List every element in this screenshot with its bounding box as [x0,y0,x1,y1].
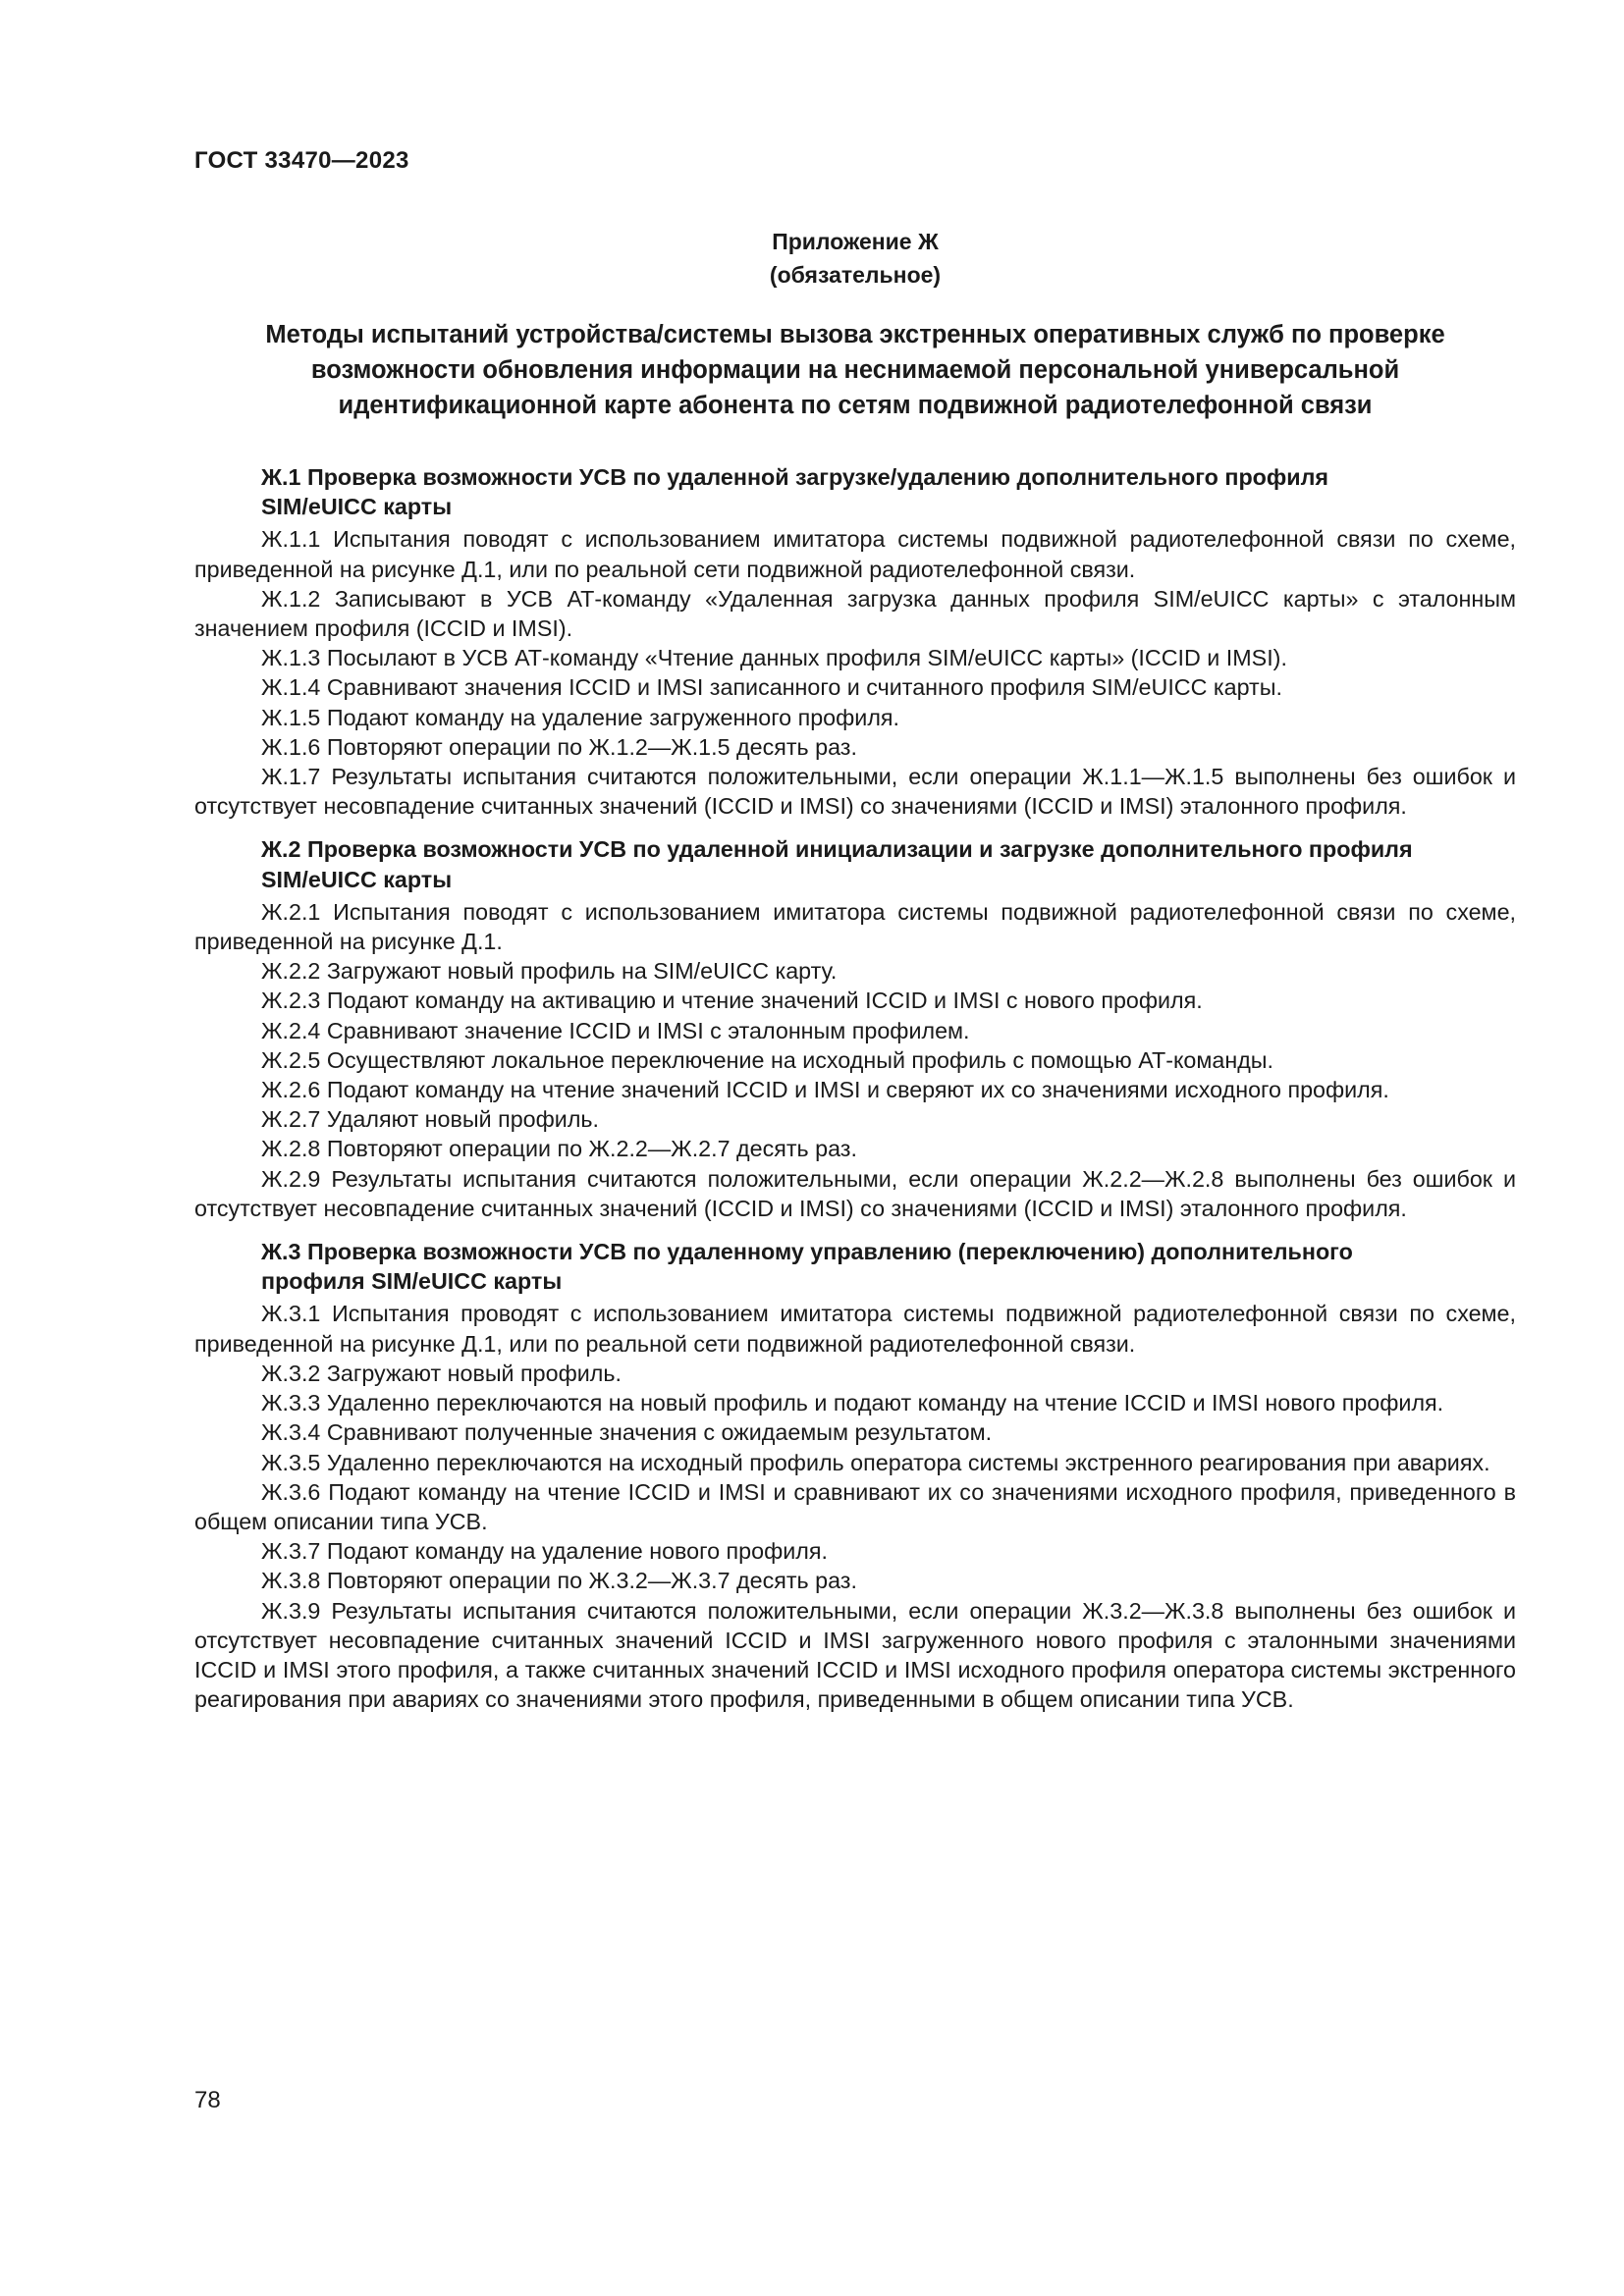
paragraph-zh3-3: Ж.3.3 Удаленно переключаются на новый профиль и подают команду на чтение ICCID и IMSI нового профиля. [261,1390,1444,1416]
section-heading-line: профиля SIM/eUICC карты [261,1268,563,1295]
title-line-2: возможности обновления информации на неснимаемой персональной универсальной [310,356,1400,384]
section-heading-zh3 [194,1237,1516,1296]
title-line-3: идентификационной карте абонента по сетям подвижной радиотелефонной связи [338,392,1373,419]
paragraph-zh2-1: Ж.2.1 Испытания поводят с использованием имитатора системы подвижной радиотелефонной связи по схеме, приведенной на рисунке Д.1. [194,898,1516,955]
section-heading-line: Ж.3 Проверка возможности УСВ по удаленному управлению (переключению) дополнительного [261,1239,1353,1265]
paragraph-zh2-2: Ж.2.2 Загружают новый профиль на SIM/eUICC карту. [261,958,838,985]
paragraph-zh1-2: Ж.1.2 Записывают в УСВ АТ-команду «Удаленная загрузка данных профиля SIM/eUICC карты» с эталонным значением профиля (ICCID и IMSI). [194,585,1516,642]
paragraph-zh2-4: Ж.2.4 Сравнивают значение ICCID и IMSI с эталонным профилем. [261,1017,970,1043]
appendix-status: (обязательное) [769,262,942,288]
appendix-label-block [194,225,1516,292]
paragraph-zh3-7: Ж.3.7 Подают команду на удаление нового профиля. [261,1538,828,1565]
paragraph-zh1-3: Ж.1.3 Посылают в УСВ АТ-команду «Чтение данных профиля SIM/eUICC карты» (ICCID и IMSI). [261,645,1287,671]
paragraph-zh2-3: Ж.2.3 Подают команду на активацию и чтение значений ICCID и IMSI с нового профиля. [261,988,1203,1014]
section-heading-zh1 [194,462,1516,521]
paragraph-zh1-4: Ж.1.4 Сравнивают значения ICCID и IMSI записанного и считанного профиля SIM/eUICC карты. [261,674,1282,701]
document-header-standard: ГОСТ 33470—2023 [194,147,409,174]
paragraph-zh1-6: Ж.1.6 Повторяют операции по Ж.1.2—Ж.1.5 десять раз. [261,733,857,760]
section-heading-line: SIM/eUICC карты [261,866,453,892]
paragraph-zh3-5: Ж.3.5 Удаленно переключаются на исходный профиль оператора системы экстренного реагирования при авариях. [261,1449,1490,1475]
appendix-title [194,317,1516,423]
section-heading-line: Ж.2 Проверка возможности УСВ по удаленной инициализации и загрузке дополнительного профиля [261,836,1413,863]
document-body [194,462,1516,1714]
paragraph-zh3-2: Ж.3.2 Загружают новый профиль. [261,1360,622,1386]
paragraph-zh1-1: Ж.1.1 Испытания поводят с использованием имитатора системы подвижной радиотелефонной связи по схеме, приведенной на рисунке Д.1, или по реальной сети подвижной радиотелефонной связи. [194,526,1516,582]
section-heading-zh2 [194,834,1516,893]
section-heading-line: Ж.1 Проверка возможности УСВ по удаленной загрузке/удалению дополнительного профиля [261,464,1329,490]
paragraph-zh3-4: Ж.3.4 Сравнивают полученные значения с ожидаемым результатом. [261,1419,993,1446]
section-heading-line: SIM/eUICC карты [261,494,453,520]
paragraph-zh3-9: Ж.3.9 Результаты испытания считаются положительными, если операции Ж.3.2—Ж.3.8 выполнены без ошибок и отсутствует несовпадение считанных значений ICCID и IMSI загруженного нового профиля с эталонными значениями ICCID и IMSI этого профиля, а также считанных значений ICCID и IMSI исходного профиля оператора системы экстренного реагирования при авариях со значениями этого профиля, приведенными в общем описании типа УСВ. [194,1597,1516,1713]
paragraph-zh3-8: Ж.3.8 Повторяют операции по Ж.3.2—Ж.3.7 десять раз. [261,1568,857,1594]
paragraph-zh2-7: Ж.2.7 Удаляют новый профиль. [261,1106,600,1133]
paragraph-zh1-5: Ж.1.5 Подают команду на удаление загруженного профиля. [261,704,900,730]
appendix-label: Приложение Ж [772,229,939,254]
paragraph-zh2-8: Ж.2.8 Повторяют операции по Ж.2.2—Ж.2.7 десять раз. [261,1136,857,1162]
title-line-1: Методы испытаний устройства/системы вызова экстренных оперативных служб по проверке [265,321,1445,348]
paragraph-zh1-7: Ж.1.7 Результаты испытания считаются положительными, если операции Ж.1.1—Ж.1.5 выполнены без ошибок и отсутствует несовпадение считанных значений (ICCID и IMSI) со значениями (ICCID и IMSI) эталонного профиля. [194,764,1516,820]
paragraph-zh3-1: Ж.3.1 Испытания проводят с использованием имитатора системы подвижной радиотелефонной связи по схеме, приведенной на рисунке Д.1, или по реальной сети подвижной радиотелефонной связи. [194,1301,1516,1357]
paragraph-zh2-5: Ж.2.5 Осуществляют локальное переключение на исходный профиль с помощью АТ-команды. [261,1046,1274,1073]
paragraph-zh3-6: Ж.3.6 Подают команду на чтение ICCID и IMSI и сравнивают их со значениями исходного профиля, приведенного в общем описании типа УСВ. [194,1478,1516,1534]
paragraph-zh2-6: Ж.2.6 Подают команду на чтение значений ICCID и IMSI и сверяют их со значениями исходного профиля. [261,1077,1389,1103]
page-number: 78 [194,2087,221,2113]
paragraph-zh2-9: Ж.2.9 Результаты испытания считаются положительными, если операции Ж.2.2—Ж.2.8 выполнены без ошибок и отсутствует несовпадение считанных значений (ICCID и IMSI) со значениями (ICCID и IMSI) эталонного профиля. [194,1165,1516,1221]
